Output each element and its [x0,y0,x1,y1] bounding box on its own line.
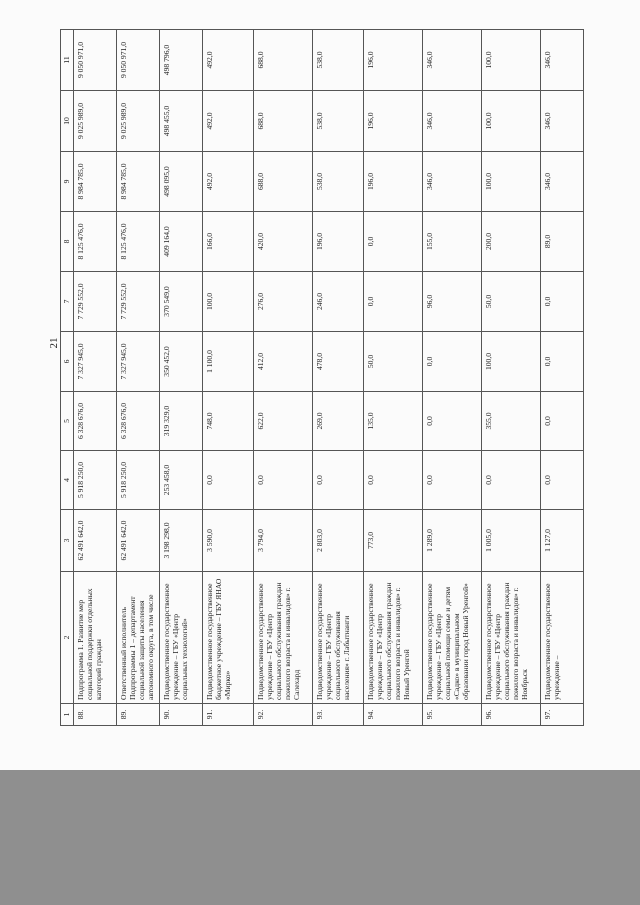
value-cell: 370 549,0 [160,272,203,332]
value-cell: 7 729 552,0 [117,272,160,332]
row-name: Подведомственное государственное учреждение – ГБУ «Центр социального обслуживания граждан пожилого возраста и инвалидов» г. Ноябрьск [482,572,541,704]
row-name: Ответственный исполнитель Подпрограммы 1 – департамент социальной защиты населения автономного округа, в том числе [117,572,160,704]
value-cell: 0,0 [254,451,313,510]
value-cell: 346,0 [541,152,584,212]
value-cell: 0,0 [423,332,482,392]
value-cell: 538,0 [313,30,364,91]
value-cell: 196,0 [364,91,423,152]
value-cell: 246,0 [313,272,364,332]
table-row [423,30,482,726]
value-cell: 2 803,0 [313,510,364,572]
value-cell: 253 458,0 [160,451,203,510]
value-cell: 9 050 971,0 [117,30,160,91]
value-cell: 498 796,0 [160,30,203,91]
value-cell: 62 491 642,0 [74,510,117,572]
row-number: 96. [482,704,541,726]
row-number: 93. [313,704,364,726]
value-cell: 8 125 476,0 [117,212,160,272]
value-cell: 1 100,0 [203,332,254,392]
value-cell: 0,0 [203,451,254,510]
column-number: 8 [61,212,74,272]
value-cell: 100,0 [482,91,541,152]
scan-background [0,770,640,905]
value-cell: 0,0 [313,451,364,510]
table-row [541,30,584,726]
row-name: Подведомственное государственное учреждение – ГБУ «Центр социального обслуживания граждан пожилого возраста и инвалидов» г. Новый Уренгой [364,572,423,704]
value-cell: 276,0 [254,272,313,332]
value-cell: 492,0 [203,152,254,212]
column-number: 1 [61,704,74,726]
value-cell: 89,0 [541,212,584,272]
value-cell: 492,0 [203,91,254,152]
table-body [74,30,584,726]
row-name: Подпрограмма 1. Развитие мер социальной поддержки отдельных категорий граждан [74,572,117,704]
value-cell: 319 329,0 [160,392,203,451]
row-name: Подведомственное государственное учреждение – ГБУ «Центр социального обслуживания населения» г. Лабытнанги [313,572,364,704]
page-number: 21 [48,337,60,349]
value-cell: 409 164,0 [160,212,203,272]
value-cell: 3 590,0 [203,510,254,572]
value-cell: 1 289,0 [423,510,482,572]
value-cell: 1 127,0 [541,510,584,572]
column-number-row [61,30,74,726]
row-number: 90. [160,704,203,726]
value-cell: 538,0 [313,152,364,212]
value-cell: 688,0 [254,91,313,152]
value-cell: 7 729 552,0 [74,272,117,332]
row-name: Подведомственное государственное бюджетное учреждение – ГБУ ЯНАО «Мирко» [203,572,254,704]
table-row [203,30,254,726]
value-cell: 5 918 250,0 [117,451,160,510]
value-cell: 355,0 [482,392,541,451]
value-cell: 166,0 [203,212,254,272]
value-cell: 96,0 [423,272,482,332]
row-name: Подведомственное государственное учреждение – [541,572,584,704]
value-cell: 1 005,0 [482,510,541,572]
value-cell: 773,0 [364,510,423,572]
value-cell: 6 328 676,0 [117,392,160,451]
value-cell: 0,0 [423,392,482,451]
value-cell: 420,0 [254,212,313,272]
value-cell: 478,0 [313,332,364,392]
value-cell: 622,0 [254,392,313,451]
table-row [117,30,160,726]
table-row [482,30,541,726]
value-cell: 0,0 [364,212,423,272]
value-cell: 688,0 [254,30,313,91]
column-number: 4 [61,451,74,510]
value-cell: 200,0 [482,212,541,272]
value-cell: 346,0 [423,91,482,152]
value-cell: 346,0 [541,91,584,152]
value-cell: 155,0 [423,212,482,272]
column-number: 10 [61,91,74,152]
value-cell: 100,0 [203,272,254,332]
value-cell: 135,0 [364,392,423,451]
value-cell: 100,0 [482,332,541,392]
value-cell: 346,0 [423,30,482,91]
table-row [74,30,117,726]
row-number: 97. [541,704,584,726]
value-cell: 62 491 642,0 [117,510,160,572]
value-cell: 5 918 250,0 [74,451,117,510]
row-number: 94. [364,704,423,726]
value-cell: 412,0 [254,332,313,392]
value-cell: 7 327 945,0 [117,332,160,392]
value-cell: 3 794,0 [254,510,313,572]
value-cell: 0,0 [541,451,584,510]
row-number: 95. [423,704,482,726]
value-cell: 196,0 [364,152,423,212]
value-cell: 50,0 [364,332,423,392]
value-cell: 100,0 [482,152,541,212]
value-cell: 50,0 [482,272,541,332]
value-cell: 7 327 945,0 [74,332,117,392]
value-cell: 269,0 [313,392,364,451]
value-cell: 0,0 [364,272,423,332]
value-cell: 9 050 971,0 [74,30,117,91]
column-number: 5 [61,392,74,451]
table-row [364,30,423,726]
column-number: 3 [61,510,74,572]
row-name: Подведомственное государственное учреждение – ГБУ «Центр социальной помощи семье и детям «Садко» в муниципальном образовании город Новый Уренгой» [423,572,482,704]
row-number: 88. [74,704,117,726]
value-cell: 8 984 785,0 [74,152,117,212]
row-number: 91. [203,704,254,726]
value-cell: 498 455,0 [160,91,203,152]
value-cell: 8 984 785,0 [117,152,160,212]
value-cell: 350 452,0 [160,332,203,392]
rotated-table-wrapper [60,30,564,726]
value-cell: 9 025 989,0 [117,91,160,152]
row-name: Подведомственное государственное учреждение – ГБУ «Центр социальных технологий» [160,572,203,704]
column-number: 9 [61,152,74,212]
value-cell: 100,0 [482,30,541,91]
value-cell: 3 198 298,0 [160,510,203,572]
table-row [254,30,313,726]
row-number: 92. [254,704,313,726]
row-number: 89. [117,704,160,726]
column-number: 11 [61,30,74,91]
value-cell: 0,0 [482,451,541,510]
value-cell: 9 025 989,0 [74,91,117,152]
value-cell: 0,0 [541,332,584,392]
value-cell: 8 125 476,0 [74,212,117,272]
value-cell: 196,0 [364,30,423,91]
value-cell: 346,0 [541,30,584,91]
value-cell: 748,0 [203,392,254,451]
value-cell: 0,0 [541,392,584,451]
value-cell: 196,0 [313,212,364,272]
column-number: 7 [61,272,74,332]
value-cell: 0,0 [364,451,423,510]
column-number: 6 [61,332,74,392]
value-cell: 6 328 676,0 [74,392,117,451]
value-cell: 492,0 [203,30,254,91]
value-cell: 346,0 [423,152,482,212]
table-row [313,30,364,726]
row-name: Подведомственное государственное учреждение – ГБУ «Центр социального обслуживания граждан пожилого возраста и инвалидов» г. Салехард [254,572,313,704]
value-cell: 538,0 [313,91,364,152]
budget-table [60,29,584,726]
table-row [160,30,203,726]
value-cell: 0,0 [423,451,482,510]
value-cell: 0,0 [541,272,584,332]
value-cell: 498 095,0 [160,152,203,212]
column-number: 2 [61,572,74,704]
value-cell: 688,0 [254,152,313,212]
